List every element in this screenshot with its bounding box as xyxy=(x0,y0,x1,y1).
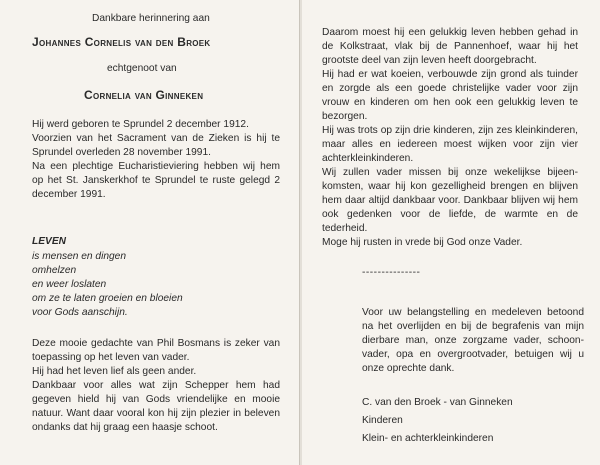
deceased-name: Johannes Cornelis van den Broek xyxy=(32,35,211,49)
signature-3: Klein- en achterkleinkinderen xyxy=(362,433,494,444)
poem-line-1: is mensen en dingen xyxy=(32,251,127,262)
bio-paragraph-2: Voorzien van het Sacrament van de Zieken is hij te Sprundel overleden 28 november 1991. xyxy=(32,133,280,158)
closing-paragraph-3: Dankbaar voor alles wat zijn Schepper hem had gegeven hield hij van Gods vriendelijke en mooie natuur. Want daar vooral kon hij zijn plezier in beleven ondanks dat hij graag een haasje schoot. xyxy=(32,380,280,433)
spouse-intro: echtgenoot van xyxy=(107,63,177,74)
closing-paragraph-2: Hij had het leven lief als geen ander. xyxy=(32,366,197,377)
bio-paragraph-1: Hij werd geboren te Sprundel 2 december 1912. xyxy=(32,119,249,130)
thanks-paragraph: Voor uw belangstelling en medeleven betoond na het overlijden en bij de begrafenis van mijn dierbare man, onze zorgzame vader, schoon-vader, opa en overgrootvader, betuigen wij u onze oprechte dank. xyxy=(362,307,584,374)
spouse-name: Cornelia van Ginneken xyxy=(84,88,204,102)
right-paragraph-5: Moge hij rusten in vrede bij God onze Vader. xyxy=(322,237,523,248)
intro-text: Dankbare herinnering aan xyxy=(92,13,210,24)
right-paragraph-1: Daarom moest hij een gelukkig leven hebben gehad in de Kolkstraat, vlak bij de Pannenhoef, waar hij het grootste deel van zijn leven heeft doorgebracht. xyxy=(322,27,578,66)
poem-title: LEVEN xyxy=(32,236,66,247)
poem-line-3: en weer loslaten xyxy=(32,279,107,290)
poem-line-2: omhelzen xyxy=(32,265,77,276)
card-fold-shadow xyxy=(300,0,302,465)
right-paragraph-3: Hij was trots op zijn drie kinderen, zijn zes kleinkinderen, maar alles en iedereen moest wijken voor zijn vier achterkleinkinderen. xyxy=(322,125,578,164)
right-paragraph-2: Hij had er wat koeien, verbouwde zijn grond als tuinder en zorgde als een goede christelijke vader voor zijn vrouw en kinderen om hen ook een gelukkig leven te bezorgen. xyxy=(322,69,578,122)
poem-line-5: voor Gods aanschijn. xyxy=(32,307,128,318)
bio-paragraph-3: Na een plechtige Eucharistieviering hebben wij hem op het St. Janskerkhof te Sprundel te ruste gelegd 2 december 1991. xyxy=(32,161,280,200)
signature-2: Kinderen xyxy=(362,415,403,426)
poem-line-4: om ze te laten groeien en bloeien xyxy=(32,293,183,304)
section-divider: --------------- xyxy=(362,267,421,278)
signature-1: C. van den Broek - van Ginneken xyxy=(362,397,513,408)
right-paragraph-4: Wij zullen vader missen bij onze wekelijkse bijeen-komsten, waar hij kon gezelligheid brengen en blijven hem daar altijd dankbaar voor. Dankbaar blijven wij hem ook gedenken voor de liefde, de warmte en de tederheid. xyxy=(322,167,578,234)
closing-paragraph-1: Deze mooie gedachte van Phil Bosmans is zeker van toepassing op het leven van vader. xyxy=(32,338,280,363)
